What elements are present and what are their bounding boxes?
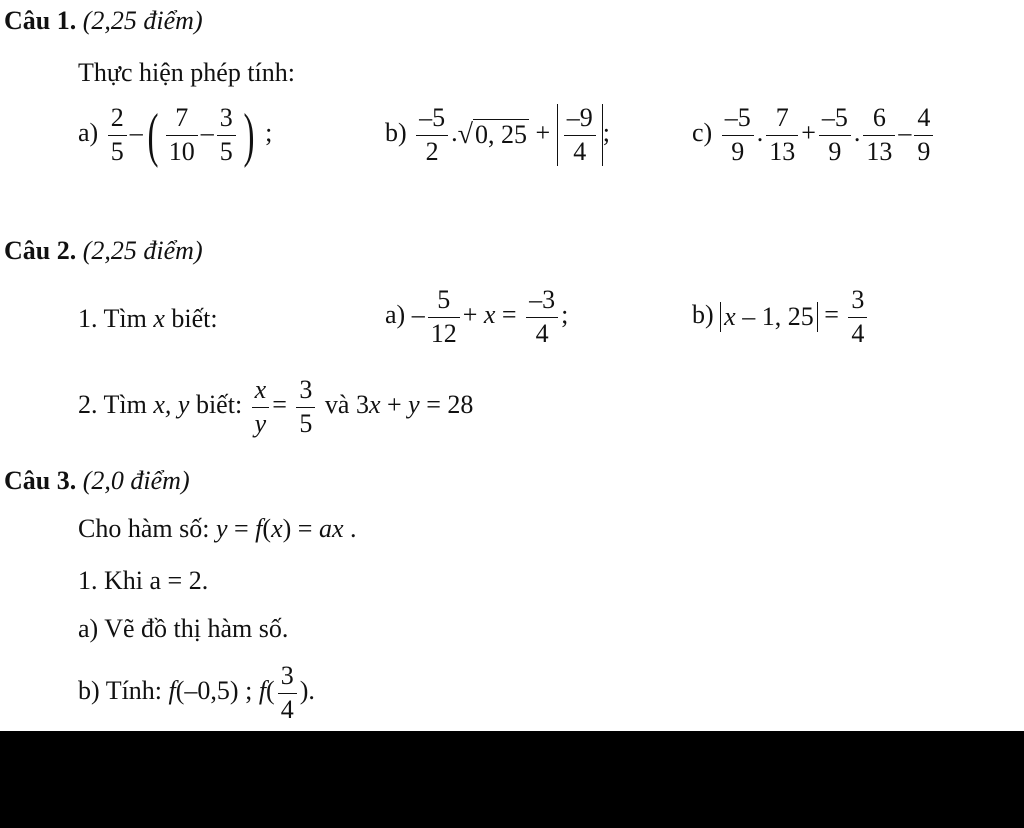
q2-part-a bbox=[385, 286, 568, 348]
q2-p2-ratio: $\frac{x}{y}$ = $\frac{3}{5}$ bbox=[249, 390, 325, 419]
q2-p2-text: 2. Tìm bbox=[78, 390, 147, 420]
q1-score: (2,25 điểm) bbox=[82, 6, 203, 35]
q1-header bbox=[4, 6, 203, 36]
q3-score: (2,0 điểm) bbox=[82, 466, 190, 495]
q3-evaluations: f(–0,5) ; f( $\frac{3}{4}$ ). bbox=[168, 661, 315, 724]
q1-c-expression: $\frac{-5}{9}$ . $\frac{7}{13}$ + $\frac{-5}{9}$ . $\frac{6}{13}$ – $\frac{4}{9}$ bbox=[719, 118, 937, 147]
q3-line3-text: b) Tính: bbox=[78, 676, 163, 706]
q1-part-c bbox=[692, 104, 936, 166]
q2-p2-vars: x, y bbox=[153, 390, 190, 420]
bottom-black-bar bbox=[0, 731, 1024, 828]
q2-header bbox=[4, 236, 203, 266]
q2-p1-text2: biết: bbox=[171, 304, 218, 333]
q2-part-b bbox=[692, 286, 870, 348]
q1-part-a bbox=[78, 102, 273, 169]
q3-function: y = f(x) = ax . bbox=[215, 514, 357, 543]
q1-b-label: b) bbox=[385, 118, 407, 148]
q2-p2-and: và bbox=[324, 390, 350, 420]
q2-part1-prompt bbox=[78, 304, 218, 334]
q1-instruction: Thực hiện phép tính: bbox=[78, 58, 295, 87]
q3-title: Câu 3. bbox=[4, 466, 77, 495]
q3-header bbox=[4, 466, 190, 496]
q3-line1: 1. Khi a = 2. bbox=[78, 566, 209, 595]
q2-a-equation: – $\frac{5}{12}$ + x = $\frac{-3}{4}$ ; bbox=[411, 285, 569, 348]
q3-intro-text: Cho hàm số: bbox=[78, 514, 210, 543]
q3-intro bbox=[78, 514, 357, 544]
q2-p2-text2: biết: bbox=[195, 390, 243, 420]
q2-score: (2,25 điểm) bbox=[82, 236, 203, 265]
q2-b-equation: x – 1, 25 = $\frac{3}{4}$ bbox=[720, 300, 870, 329]
q2-p1-var: x bbox=[153, 304, 165, 333]
q2-a-label: a) bbox=[385, 300, 406, 330]
q2-b-label: b) bbox=[692, 300, 714, 330]
q1-part-b bbox=[385, 104, 610, 166]
q3-line2: a) Vẽ đồ thị hàm số. bbox=[78, 614, 289, 643]
q2-title: Câu 2. bbox=[4, 236, 77, 265]
q1-c-label: c) bbox=[692, 118, 713, 148]
q1-a-label: a) bbox=[78, 118, 99, 148]
q3-line3 bbox=[78, 662, 315, 724]
q2-part2 bbox=[78, 376, 473, 438]
q1-b-expression: $\frac{-5}{2}$ .√0, 25 + $\frac{-9}{4}$ ; bbox=[413, 118, 610, 147]
q2-p1-text: 1. Tìm bbox=[78, 304, 147, 333]
q2-p2-sum-equation: 3x + y = 28 bbox=[355, 390, 474, 420]
q1-a-expression: $\frac{2}{5}$ –( $\frac{7}{10}$ – $\frac{3}{5}$ ) ; bbox=[105, 118, 273, 147]
q1-title: Câu 1. bbox=[4, 6, 77, 35]
